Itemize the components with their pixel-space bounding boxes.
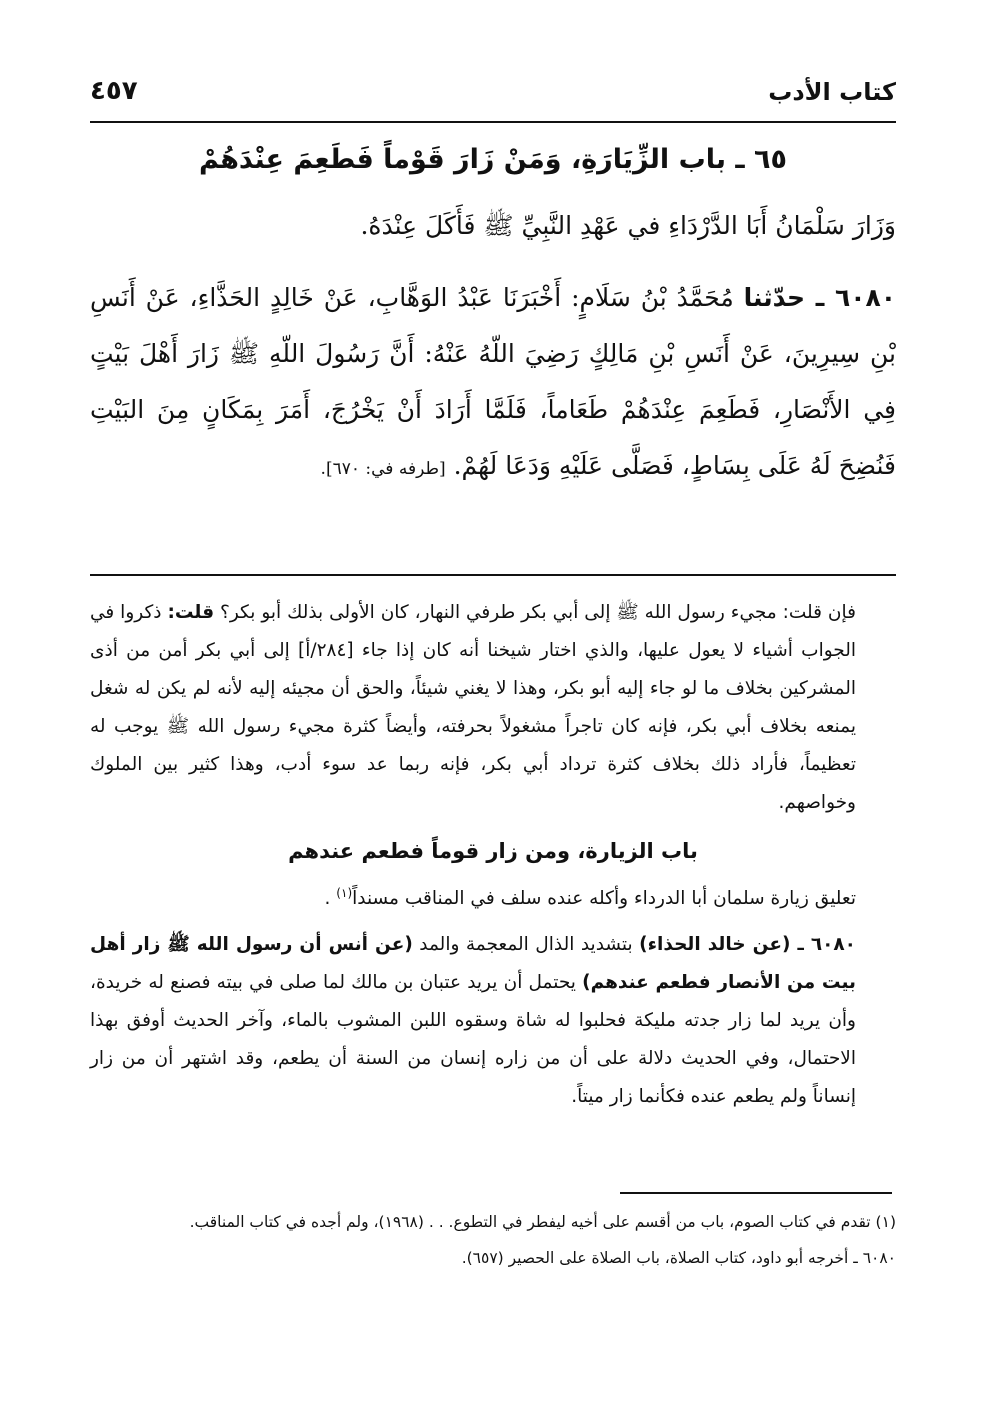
commentary-p3-b: يحتمل أن يريد عتبان بن مالك لما صلى في بيته فصنع له خريدة، وأن يريد لما زار جدته مليكة فحلبوا له شاة وسقوه اللبن المشوب بالماء، وآخر الحديث أوفق بهذا الاحتمال، وفي الحديث دلالة على أن من زاره إنسان من السنة أن يطعم، وقد اشتهر أن من زار إنساناً ولم يطعم عنده فكأنما زار ميتاً.	[90, 972, 856, 1108]
page-number: ٤٥٧	[90, 76, 138, 106]
page-header	[90, 70, 896, 114]
footnotes	[90, 1206, 896, 1274]
hadith-number: ٦٠٨٠ ـ حدّثنا	[743, 283, 896, 312]
chapter-title: ٦٥ ـ باب الزِّيَارَةِ، وَمَنْ زَارَ قَوْماً فَطَعِمَ عِنْدَهُمْ	[199, 144, 787, 175]
commentary-section-title: باب الزيارة، ومن زار قوماً فطعم عندهم	[288, 839, 698, 863]
commentary-paragraph-2: تعليق زيارة سلمان أبا الدرداء وأكله عنده سلف في المناقب مسنداً$^{(١)}$ .	[324, 886, 856, 910]
main-text	[90, 138, 896, 497]
commentary-divider	[90, 574, 896, 576]
commentary-paragraph-1	[90, 594, 896, 822]
hadith-text	[90, 270, 896, 497]
running-title: كتاب الأدب	[768, 78, 896, 106]
commentary-p1-a: فإن قلت: مجيء رسول الله ﷺ إلى أبي بكر طرفي النهار، كان الأولى بذلك أبو بكر؟	[214, 602, 856, 623]
hadith-body: مُحَمَّدُ بْنُ سَلَامٍ: أَخْبَرَنَا عَبْدُ الوَهَّابِ، عَنْ خَالِدٍ الحَذَّاءِ، عَنْ أَنَسِ بْنِ سِيرِينَ، عَنْ أَنَسِ بْنِ مَالِكٍ رَضِيَ اللّهُ عَنْهُ: أَنَّ رَسُولَ اللّهِ ﷺ زَارَ أَهْلَ بَيْتٍ فِي الأَنْصَارِ، فَطَعِمَ عِنْدَهُمْ طَعَاماً، فَلَمَّا أَرَادَ أَنْ يَخْرُجَ، أَمَرَ بِمَكَانٍ مِنَ البَيْتِ فَنُضِحَ لَهُ عَلَى بِسَاطٍ، فَصَلَّى عَلَيْهِ وَدَعَا لَهُمْ.	[90, 283, 896, 480]
header-divider	[90, 121, 896, 123]
hadith-cross-reference: [طرفه في: ٦٧٠].	[320, 459, 446, 479]
commentary-p2-text: تعليق زيارة سلمان أبا الدرداء وأكله عنده سلف في المناقب مسنداً	[352, 888, 856, 910]
footnote-1: (١) تقدم في كتاب الصوم، باب من أقسم على أخيه ليفطر في التطوع. . . (١٩٦٨)، ولم أجده في كتاب المناقب.	[189, 1213, 896, 1231]
commentary-paragraph-3	[90, 926, 896, 1116]
commentary-p3-a: بتشديد الذال المعجمة والمد	[412, 934, 640, 956]
commentary-qult: قلت:	[167, 602, 215, 623]
footnote-divider	[620, 1192, 892, 1194]
footnote-marker[interactable]: (١)	[336, 886, 353, 900]
commentary-p3-quote: (عن أنس أن رسول الله ﷺ زار أهل بيت من الأنصار فطعم عندهم)	[90, 934, 856, 994]
commentary-p1-b: ذكروا في الجواب أشياء لا يعول عليها، والذي اختار شيخنا أنه كان إذا جاء [٢٨٤/أ] إلى أبي بكر أمن من أذى المشركين بخلاف ما لو جاء إليه أبو بكر، وهذا لا يغني شيئاً، والحق أن مجيئه إليه لأنه لم يكن له شغل يمنعه بخلاف أبي بكر، فإنه كان تاجراً مشغولاً بحرفته، وأيضاً كثرة مجيء رسول الله ﷺ يوجب له تعظيماً، فأراد ذلك بخلاف كثرة ترداد أبي بكر، فإنه ربما عد سوء أدب، وهذا كثير بين الملوك وخواصهم.	[90, 602, 856, 813]
commentary-p3-number: ٦٠٨٠ ـ (عن خالد الحذاء)	[639, 934, 856, 956]
chapter-narration: وَزَارَ سَلْمَانُ أَبَا الدَّرْدَاءِ في عَهْدِ النَّبِيِّ ﷺ فَأَكَلَ عِنْدَهُ.	[360, 211, 896, 240]
footnote-2: ٦٠٨٠ ـ أخرجه أبو داود، كتاب الصلاة، باب الصلاة على الحصير (٦٥٧).	[461, 1249, 896, 1267]
commentary	[90, 594, 896, 1116]
